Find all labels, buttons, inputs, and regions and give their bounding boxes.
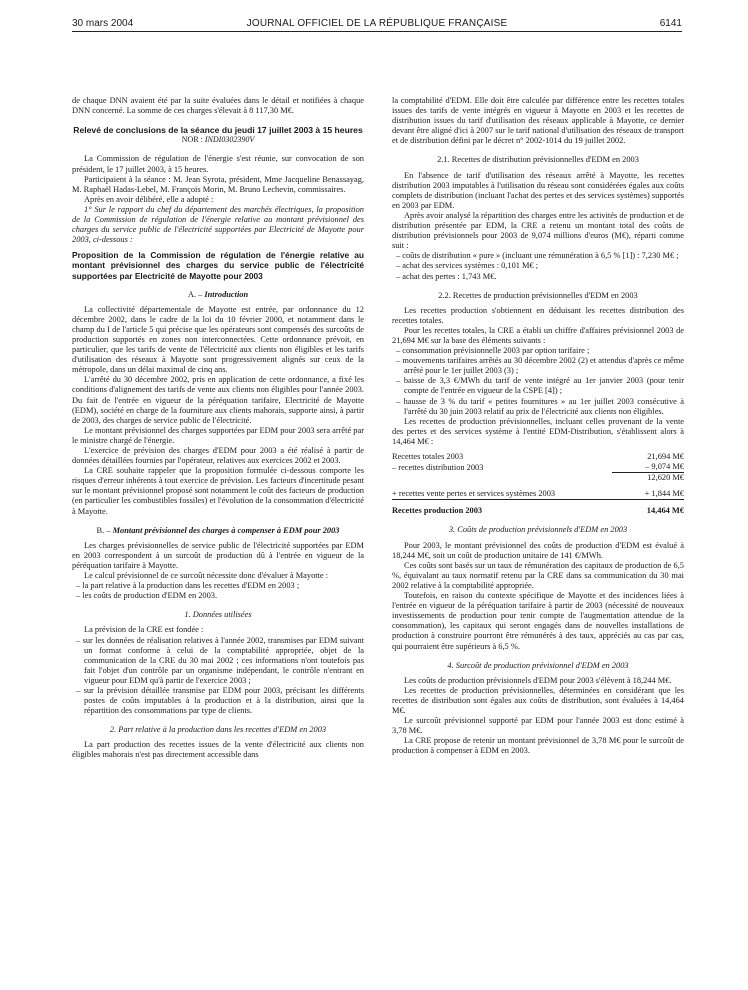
list-item: – achat des services systèmes : 0,101 M€ ; <box>396 261 539 271</box>
header-rule <box>72 31 682 32</box>
table-cell-label: Recettes production 2003 <box>392 500 612 517</box>
table-cell-label: – recettes distribution 2003 <box>392 462 484 472</box>
list-item: – achat des pertes : 1,743 M€. <box>396 271 497 281</box>
list-item: – coûts de distribution « pure » (incluant une rémunération à 6,5 % [1]) : 7,230 M€ ; <box>396 251 679 261</box>
paragraph: L'arrêté du 30 décembre 2002, pris en application de cette ordonnance, a fixé les conditions d'alignement des tarifs de vente aux clients non éligibles pour l'année 2003. Du fait de l'entrée en vigueur de la péréquation tarifaire, Electricité de Mayotte (EDM), société en charge de la fourniture aux clients mahorais, supporte ainsi, à partir de 2003, des charges de service public de l'électricité. <box>72 375 364 425</box>
table-cell-label: Recettes totales 2003 <box>392 452 464 461</box>
subsection-heading: 2. Part relative à la production dans les recettes d'EDM en 2003 <box>109 725 327 735</box>
bullet-list <box>72 636 364 717</box>
paragraph: Après en avoir délibéré, elle a adopté : <box>84 194 214 204</box>
paragraph: Les charges prévisionnelles de service public de l'électricité supportées par EDM en 2003 correspondent à un surcoût de production dû à l'entrée en vigueur de la péréquation tarifaire à Mayotte. <box>72 540 364 570</box>
left-column <box>72 96 364 761</box>
subsection-heading: 2.2. Recettes de production prévisionnelles d'EDM en 2003 <box>438 290 638 300</box>
table-cell-label: + recettes vente pertes et services systèmes 2003 <box>392 489 556 499</box>
list-item: – baisse de 3,3 €/MWh du tarif de vente intégré au 1er janvier 2003 (pour tenir compte de l'entrée en vigueur de la CSPE [4]) ; <box>396 376 684 396</box>
section-heading-a <box>72 290 364 300</box>
paragraph: Après avoir analysé la répartition des charges entre les activités de production et de distribution présentée par EDM, la CRE a retenu un montant total des coûts de distribution prévisionnels pour 2003 de 9,074 millions d'euros (M€), réparti comme suit : <box>392 210 684 251</box>
subsection-heading: 1. Données utilisées <box>184 610 252 620</box>
section-label: A. – <box>187 289 203 299</box>
paragraph: Les recettes production s'obtiennent en déduisant les recettes distribution des recettes totales. <box>392 305 684 325</box>
table-row <box>392 473 684 484</box>
paragraph: La CRE propose de retenir un montant prévisionnel de 3,78 M€ pour le surcoût de production à compenser à EDM en 2003. <box>392 736 684 756</box>
table-cell-value: 12,620 M€ <box>612 473 684 484</box>
list-item: – consommation prévisionnelle 2003 par option tarifaire ; <box>396 346 590 356</box>
table-cell-value: – 9,074 M€ <box>645 462 684 472</box>
paragraph: L'exercice de prévision des charges d'EDM pour 2003 a été réalisé à partir de données détaillées fournies par l'opérateur, relatives aux exercices 2002 et 2003. <box>72 446 364 466</box>
paragraph-italic: 1° Sur le rapport du chef du département des marchés électriques, la proposition de la Commission de régulation de l'énergie relative au montant prévisionnel des charges du service public de l'électricité supportées par Electricité de Mayotte pour 2003, ci-dessous : <box>72 204 364 245</box>
paragraph: Les recettes de production prévisionnelles, déterminées en considérant que les recettes de distribution sont égales aux coûts de distribution, sont évaluées à 14,464 M€. <box>392 685 684 715</box>
paragraph: Ces coûts sont basés sur un taux de rémunération des capitaux de production de 6,5 %, équivalant au taux normatif retenu par la CRE dans sa communication du 30 mai 2002 relative à la comptabilité appropriée. <box>392 560 684 590</box>
section-heading-b <box>72 526 364 536</box>
table-row <box>392 483 684 500</box>
proposition-title: Proposition de la Commission de régulation de l'énergie relative au montant prévisionnel des charges du service public de l'électricité supportées par Electricité de Mayotte pour 2003 <box>72 250 364 281</box>
table-row <box>392 462 684 473</box>
paragraph: Le calcul prévisionnel de ce surcoût nécessite donc d'évaluer à Mayotte : <box>84 571 329 581</box>
table-row <box>392 452 684 462</box>
paragraph: Le montant prévisionnel des charges supportées par EDM pour 2003 sera arrêté par le ministre chargé de l'énergie. <box>72 425 364 445</box>
bullet-list <box>72 581 364 601</box>
right-column <box>392 96 684 756</box>
paragraph: Pour les recettes totales, la CRE a établi un chiffre d'affaires prévisionnel 2003 de 21,694 M€ sur la base des éléments suivants : <box>392 325 684 345</box>
paragraph: Les recettes de production prévisionnelles, incluant celles provenant de la vente des pertes et des services système à l'entité EDM-Distribution, s'établissent alors à 14,464 M€ : <box>392 416 684 446</box>
revenue-table <box>392 452 684 516</box>
subsection-heading: 2.1. Recettes de distribution prévisionnelles d'EDM en 2003 <box>437 155 639 165</box>
nor-reference <box>72 135 364 145</box>
releve-title: Relevé de conclusions de la séance du jeudi 17 juillet 2003 à 15 heures <box>73 125 363 136</box>
list-item: – hausse de 3 % du tarif « petites fournitures » au 1er juillet 2003 consécutive à l'arrêté du 30 juin 2003 relatif au prix de l'électricité aux clients non éligibles. <box>396 396 684 416</box>
list-item: – sur les données de réalisation relatives à l'année 2002, transmises par EDM suivant un format conforme à celui de la comptabilité appropriée, objet de la communication de la CRE du 30 mai 2002 ; ces informations n'ont toutefois pas fait l'objet d'un contrôle par un organisme indépendant, le contrôle n'entrant en vigueur pour EDM qu'à partir de l'exercice 2003 ; <box>76 635 364 685</box>
nor-code: INDI0302390V <box>204 135 255 145</box>
list-item: – la part relative à la production dans les recettes d'EDM en 2003 ; <box>76 581 300 591</box>
paragraph: La CRE souhaite rappeler que la proposition formulée ci-dessous comporte les risques d'erreur inhérents à tout exercice de prévision. Les facteurs d'incertitude pesant sur le montant prévisionnel proposé sont notamment le coût des facteurs de production (en particulier les combustibles fossiles) et l'évolution de la consommation d'électricité à Mayotte. <box>72 466 364 516</box>
table-cell-value: 14,464 M€ <box>612 500 684 517</box>
page-number: 6141 <box>659 18 682 29</box>
paragraph: En l'absence de tarif d'utilisation des réseaux arrêté à Mayotte, les recettes distribution 2003 imputables à l'utilisation du réseau sont considérées égales aux coûts complets de distribution (incluant l'achat des pertes et des services systèmes) supportés en 2003 par EDM. <box>392 170 684 210</box>
paragraph: la comptabilité d'EDM. Elle doit être calculée par différence entre les recettes totales issues des tarifs de vente intégrés en vigueur à Mayotte en 2003 et les recettes de distribution issues du tarif d'utilisation des réseaux applicable à Mayotte, ce dernier devant être aligné d'ici à 2007 sur le tarif national d'utilisation des réseaux de transport et de distribution défini par le décret n° 2002-1014 du 19 juillet 2002. <box>392 96 684 146</box>
page-header <box>72 14 682 32</box>
list-item: – mouvements tarifaires arrêtés au 30 décembre 2002 (2) et attendus d'après ce même arrêté pour le 1er juillet 2003 (3) ; <box>396 356 684 376</box>
table-cell-value: 21,694 M€ <box>647 452 684 461</box>
paragraph: La prévision de la CRE est fondée : <box>84 625 204 635</box>
paragraph: Pour 2003, le montant prévisionnel des coûts de production d'EDM est évalué à 18,244 M€, soit un coût de production unitaire de 141 €/MWh. <box>392 540 684 560</box>
section-title: Introduction <box>204 289 249 299</box>
paragraph: La part production des recettes issues de la vente d'électricité aux clients non éligibles mahorais n'est pas directement accessible dans <box>72 740 364 760</box>
table-cell-value: + 1,844 M€ <box>644 489 684 499</box>
subsection-heading: 3. Coûts de production prévisionnels d'EDM en 2003 <box>448 525 628 535</box>
bullet-list <box>392 251 684 281</box>
list-item: – sur la prévision détaillée transmise par EDM pour 2003, précisant les différents postes de coûts imputables à la production et à la distribution, ainsi que la répartition des consommations par type de clients. <box>76 685 364 716</box>
table-cell-label <box>392 473 612 484</box>
intro-paragraph: de chaque DNN avaient été par la suite évaluées dans le détail et notifiées à chaque DNN concerné. La somme de ces charges s'élevait à 8 117,30 M€. <box>72 96 364 116</box>
table-row-total <box>392 500 684 517</box>
subsection-heading: 4. Surcoût de production prévisionnel d'EDM en 2003 <box>447 660 629 670</box>
section-title: Montant prévisionnel des charges à compenser à EDM pour 2003 <box>112 525 340 535</box>
section-label: B. – <box>96 525 111 535</box>
header-date: 30 mars 2004 <box>72 18 134 29</box>
bullet-list <box>392 346 684 417</box>
paragraph: Participaient à la séance : M. Jean Syrota, président, Mme Jacqueline Benassayag, M. Raphaël Hadas-Lebel, M. François Morin, M. Bruno Lechevin, commissaires. <box>72 174 364 194</box>
paragraph: Le surcoût prévisionnel supporté par EDM pour l'année 2003 est donc estimé à 3,78 M€. <box>392 716 684 736</box>
paragraph: Les coûts de production prévisionnels d'EDM pour 2003 s'élèvent à 18,244 M€. <box>404 675 672 685</box>
paragraph: Toutefois, en raison du contexte spécifique de Mayotte et des incidences liées à l'entrée en vigueur de la péréquation tarifaire à partir de 2003 (nécessité de nouveaux investissements de production pour tenir compte de l'augmentation attendue de la consommation), les capitaux qui seront engagés dans de nouvelles installations de production à construire pourront être rémunérés à des taux, appréciés au cas par cas, qui pourraient être supérieurs à 6,5 %. <box>392 591 684 651</box>
paragraph: La Commission de régulation de l'énergie s'est réunie, sur convocation de son président, le 17 juillet 2003, à 15 heures. <box>72 154 364 174</box>
nor-label: NOR : <box>181 135 203 145</box>
journal-title: JOURNAL OFFICIEL DE LA RÉPUBLIQUE FRANÇAISE <box>246 18 508 29</box>
list-item: – les coûts de production d'EDM en 2003. <box>76 591 218 601</box>
paragraph: La collectivité départementale de Mayotte est entrée, par ordonnance du 12 décembre 2002, dans le cadre de la loi du 10 février 2000, et notamment dans le champ du I de l'article 5 qui précise que les opérateurs sont compensés des surcoûts de production supportés en zones non interconnectées. Cette ordonnance prévoit, en particulier, que les tarifs de vente de l'électricité aux clients non éligibles et les tarifs d'utilisation des réseaux à Mayotte sont progressivement alignés sur ceux de la métropole, dans un délai maximal de cinq ans. <box>72 304 364 375</box>
